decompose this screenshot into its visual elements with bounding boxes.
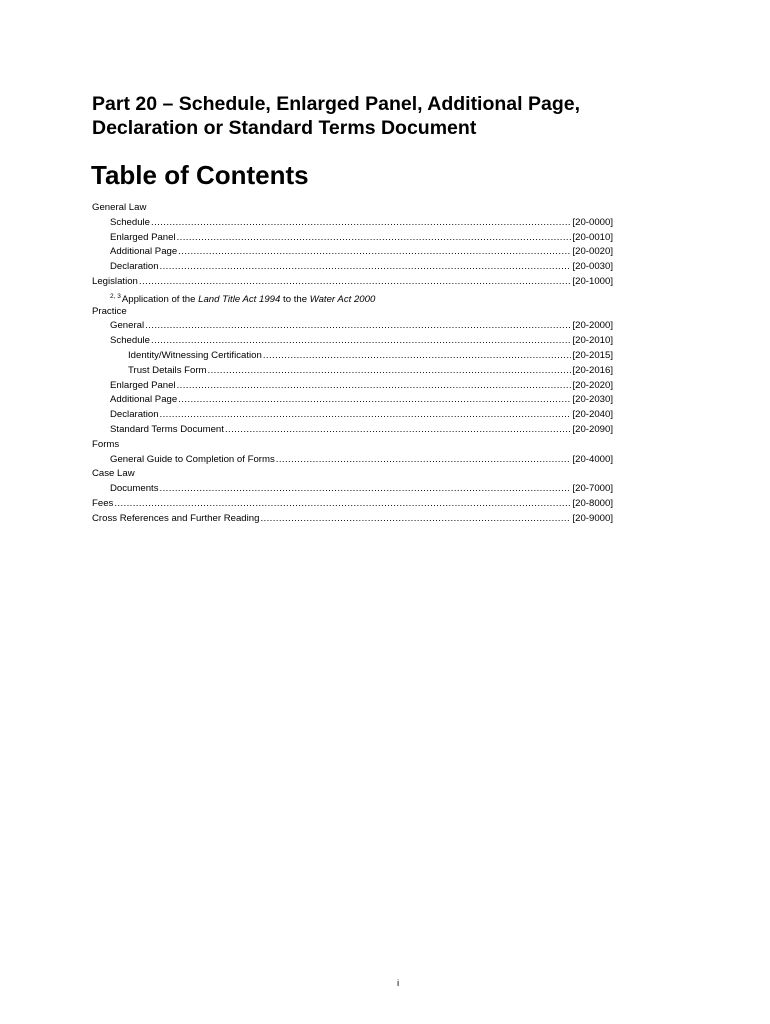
note-text: to the <box>280 293 310 305</box>
toc-entry-label: Additional Page <box>110 394 178 406</box>
toc-entry-ref: [20-2020] <box>572 379 613 391</box>
toc-entry-label: Cross References and Further Reading <box>92 512 260 524</box>
dot-leader <box>145 319 571 334</box>
toc-entry-ref: [20-0000] <box>572 216 613 228</box>
table-of-contents <box>92 201 613 527</box>
toc-entry-general-law-declaration[interactable] <box>92 260 613 275</box>
toc-entry-ref: [20-2010] <box>572 335 613 347</box>
toc-entry-label: Enlarged Panel <box>110 231 176 243</box>
toc-section-label: General Law <box>92 202 147 213</box>
dot-leader <box>160 260 572 275</box>
toc-entry-documents[interactable] <box>92 482 613 497</box>
toc-entry-general-guide[interactable] <box>92 453 613 468</box>
toc-entry-practice-schedule[interactable] <box>92 334 613 349</box>
toc-entry-ref: [20-0010] <box>572 231 613 243</box>
toc-entry-label: Enlarged Panel <box>110 379 176 391</box>
toc-entry-label: Schedule <box>110 216 151 228</box>
toc-section-forms <box>92 438 613 453</box>
toc-entry-ref: [20-7000] <box>572 483 613 495</box>
toc-section-general-law <box>92 201 613 216</box>
dot-leader <box>160 482 572 497</box>
page-number: i <box>397 978 400 989</box>
dot-leader <box>177 231 572 246</box>
part-title: Part 20 – Schedule, Enlarged Panel, Additional Page, Declaration or Standard Terms Document <box>92 93 581 139</box>
toc-section-label: Case Law <box>92 468 135 480</box>
dot-leader <box>260 512 571 527</box>
toc-entry-ref: [20-2000] <box>572 320 613 332</box>
dot-leader <box>151 334 571 349</box>
dot-leader <box>208 364 572 379</box>
toc-entry-practice-enlarged-panel[interactable] <box>92 379 613 394</box>
toc-entry-label: Standard Terms Document <box>110 423 224 435</box>
toc-entry-ref: [20-9000] <box>572 512 613 524</box>
footnote-marker: 2, 3 <box>110 292 121 300</box>
toc-entry-label: Declaration <box>110 409 159 421</box>
toc-heading: Table of Contents <box>91 160 309 190</box>
toc-entry-ref: [20-2090] <box>572 423 613 435</box>
toc-entry-practice-additional-page[interactable] <box>92 393 613 408</box>
toc-entry-label: Schedule <box>110 335 151 347</box>
toc-entry-ref: [20-0030] <box>572 261 613 273</box>
toc-entry-ref: [20-4000] <box>572 453 613 465</box>
toc-entry-ref: [20-1000] <box>572 275 613 287</box>
note-text: Application of the <box>121 293 199 305</box>
dot-leader <box>178 393 571 408</box>
dot-leader <box>263 349 572 364</box>
dot-leader <box>151 216 571 231</box>
toc-entry-practice-declaration[interactable] <box>92 408 613 423</box>
act-title: Water Act 2000 <box>309 293 376 305</box>
toc-entry-label: Fees <box>92 497 114 509</box>
toc-entry-identity-witnessing[interactable] <box>92 349 613 364</box>
toc-entry-label: General Guide to Completion of Forms <box>110 453 275 465</box>
toc-entry-label: Declaration <box>110 261 159 273</box>
toc-entry-label: Documents <box>110 483 159 495</box>
toc-entry-standard-terms[interactable] <box>92 423 613 438</box>
toc-entry-label: General <box>110 320 145 332</box>
toc-entry-general-law-schedule[interactable] <box>92 216 613 231</box>
toc-entry-ref: [20-0020] <box>572 246 613 258</box>
toc-entry-ref: [20-8000] <box>572 497 613 509</box>
toc-entry-trust-details[interactable] <box>92 364 613 379</box>
toc-entry-legislation[interactable] <box>92 275 613 290</box>
toc-entry-practice-general[interactable] <box>92 319 613 334</box>
toc-entry-ref: [20-2015] <box>572 349 613 361</box>
legislation-note-text <box>110 290 375 308</box>
toc-entry-label: Additional Page <box>110 246 178 258</box>
dot-leader <box>276 453 572 468</box>
toc-entry-label: Identity/Witnessing Certification <box>128 349 262 361</box>
toc-entry-ref: [20-2040] <box>572 409 613 421</box>
toc-section-case-law <box>92 467 613 482</box>
toc-entry-ref: [20-2030] <box>572 394 613 406</box>
dot-leader <box>114 497 571 512</box>
dot-leader <box>160 408 572 423</box>
toc-entry-fees[interactable] <box>92 497 613 512</box>
legislation-note <box>92 290 613 305</box>
toc-entry-label: Trust Details Form <box>128 364 207 376</box>
dot-leader <box>225 423 572 438</box>
toc-entry-label: Legislation <box>92 275 138 287</box>
dot-leader <box>139 275 572 290</box>
toc-entry-general-law-enlarged-panel[interactable] <box>92 231 613 246</box>
dot-leader <box>177 379 572 394</box>
toc-section-label: Practice <box>92 305 127 317</box>
toc-entry-cross-references[interactable] <box>92 512 613 527</box>
act-title: Land Title Act 1994 <box>198 293 281 305</box>
toc-entry-general-law-additional-page[interactable] <box>92 245 613 260</box>
toc-section-label: Forms <box>92 438 120 450</box>
toc-entry-ref: [20-2016] <box>572 364 613 376</box>
dot-leader <box>178 245 571 260</box>
